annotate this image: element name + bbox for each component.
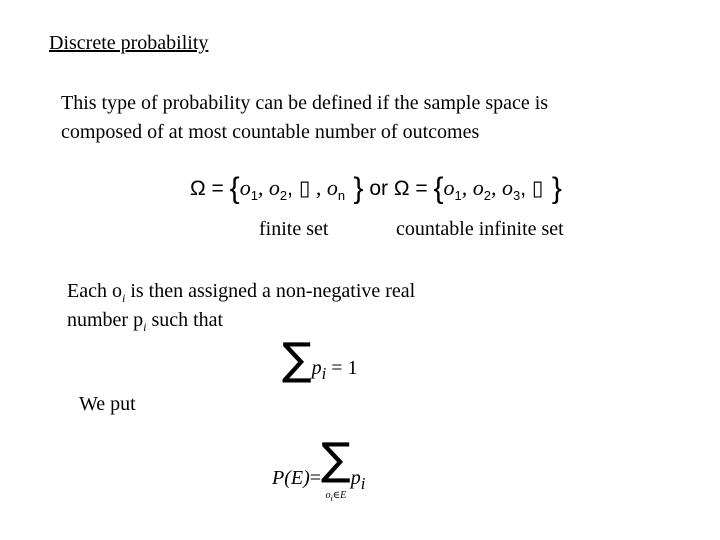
term-o: , o	[257, 175, 280, 200]
omega-symbol: Ω	[190, 177, 206, 200]
intro-line-2: composed of at most countable number of outcomes	[61, 121, 480, 143]
finite-set-label: finite set	[259, 218, 329, 240]
right-brace: }	[345, 172, 364, 205]
countable-infinite-set-label: countable infinite set	[396, 218, 564, 240]
subscript: 3	[513, 188, 521, 204]
prob-lhs: P(E)	[272, 467, 310, 489]
omega-symbol-2: Ω	[393, 177, 410, 200]
sigma-symbol: ∑	[282, 334, 312, 385]
term-o: , o	[310, 175, 338, 200]
subscript: i	[121, 291, 126, 305]
equals-sign-2: =	[415, 177, 428, 200]
equals-sign: =	[211, 177, 224, 200]
subscript: i	[143, 320, 147, 334]
prob-formula	[272, 434, 366, 503]
assign-line-2	[67, 309, 223, 335]
separator: ,	[520, 177, 532, 200]
p-term: p	[311, 357, 322, 379]
sigma-stack	[321, 434, 351, 503]
subscript: 1	[250, 188, 258, 204]
text: Each o	[67, 280, 122, 302]
index-sub: i	[330, 494, 333, 503]
left-brace: {	[229, 172, 240, 205]
subscript: 2	[279, 188, 288, 204]
ellipsis-glyph: ▯	[298, 177, 311, 200]
sample-space-equation	[190, 172, 562, 206]
slide-title: Discrete probability	[49, 32, 209, 54]
intro-line-1: This type of probability can be defined if the sample space is	[61, 92, 549, 114]
p-subscript: i	[321, 364, 327, 383]
term-o: o	[239, 175, 251, 200]
prob-equals: =	[309, 467, 322, 489]
ellipsis-glyph: ▯	[531, 177, 544, 200]
term-o: , o	[461, 175, 484, 200]
p-term: p	[350, 467, 361, 489]
subscript: 2	[483, 188, 492, 204]
text: number p	[67, 309, 144, 331]
index-set: ∈E	[332, 490, 347, 501]
index-o: o	[325, 490, 331, 501]
sigma-symbol: ∑	[321, 434, 351, 485]
right-brace-2: }	[543, 172, 562, 205]
p-subscript: i	[360, 474, 366, 493]
subscript: 1	[454, 188, 462, 204]
assign-line-1	[67, 280, 415, 306]
subscript: n	[337, 188, 346, 204]
sum-index	[325, 490, 346, 501]
sum-rhs: = 1	[331, 357, 358, 379]
term-o: , o	[491, 175, 514, 200]
separator: ,	[287, 177, 299, 200]
we-put-text: We put	[79, 393, 136, 415]
sum-formula	[282, 334, 358, 385]
text: is then assigned a non-negative real	[125, 280, 416, 302]
term-o: o	[443, 175, 455, 200]
left-brace-2: {	[433, 172, 444, 205]
or-word: or	[369, 177, 389, 200]
text: such that	[146, 309, 224, 331]
